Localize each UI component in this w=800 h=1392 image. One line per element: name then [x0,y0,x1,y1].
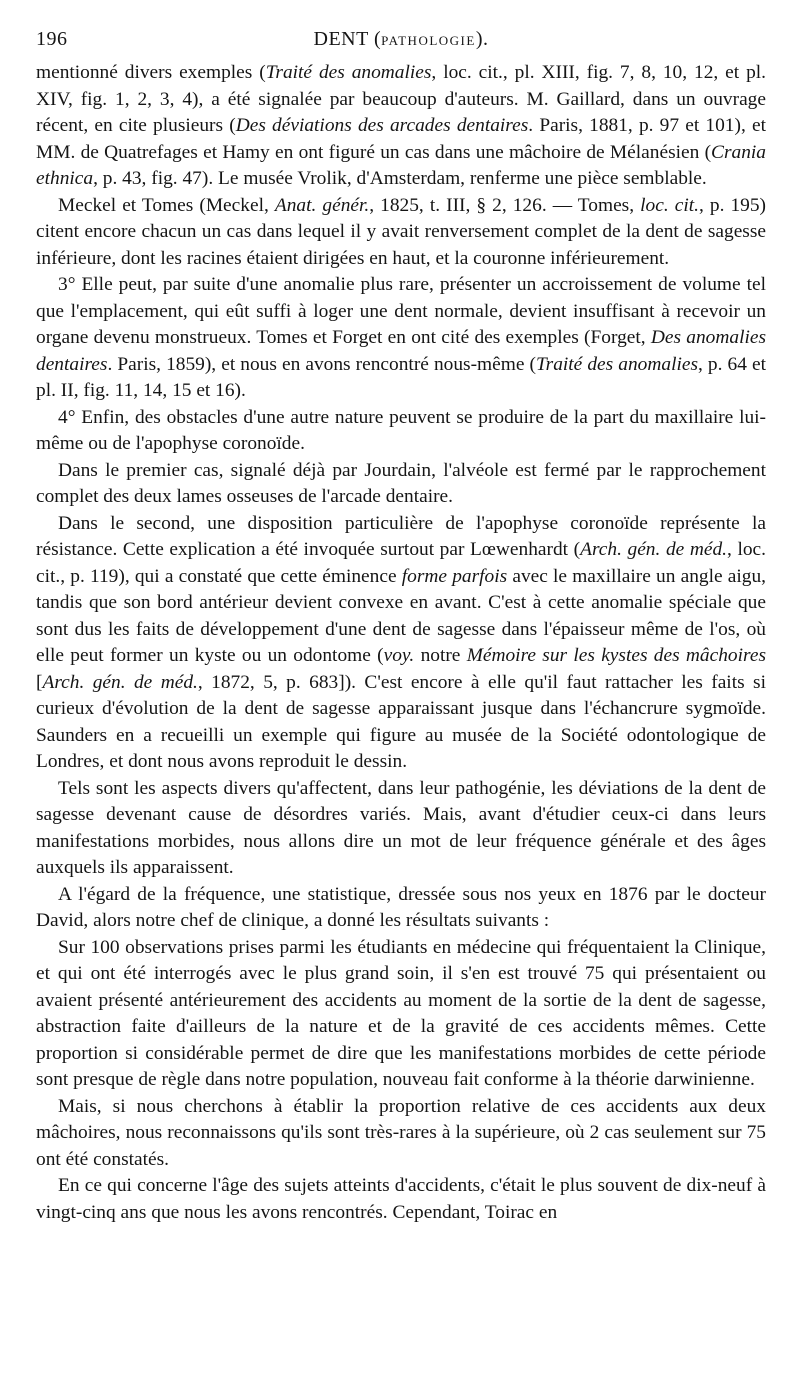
italic-text-run: Traité des anomalies [265,62,432,83]
page-header [36,26,766,60]
text-run: mentionné divers exemples ( [36,62,266,83]
paragraph [36,60,766,193]
text-run: [ [36,671,43,693]
paragraph [36,882,766,935]
text-run: , p. 64 et pl. II, fig. 11, 14, 15 et 16). [36,353,766,401]
text-run: notre [414,645,467,666]
text-run: Tels sont les aspects divers qu'affectent, dans leur pathogénie, les déviations de la dent de sagesse devenant cause de désordres variés. Mais, avant d'étudier ceux-ci dans leurs manifestations morbides, nous allons dire un mot de leur fréquence générale et des âges auxquels ils apparaissent. [36,777,766,878]
document-page [36,26,766,1226]
text-run: . Paris, 1881, p. 97 et 101), et MM. de Quatrefages et Hamy en ont figuré un cas dans une mâchoire de Mélanésien ( [36,115,766,163]
text-run: , p. 195) citent encore chacun un cas dans lequel il y avait renversement complet de la dent de sagesse inférieure, dont les racines étaient dirigées en haut, et la couronne inférieurement. [36,194,767,269]
italic-text-run: Anat. génér. [274,194,370,216]
paragraph [36,405,766,458]
paragraph [36,511,766,776]
italic-text-run: loc. cit. [640,194,699,216]
text-run: En ce qui concerne l'âge des sujets atteints d'accidents, c'était le plus souvent de dix-neuf à vingt-cinq ans que nous les avons rencontrés. Cependant, Toirac en [36,1175,766,1223]
text-run: 4° Enfin, des obstacles d'une autre nature peuvent se produire de la part du maxillaire lui-même ou de l'apophyse coronoïde. [36,406,766,454]
text-run: A l'égard de la fréquence, une statistique, dressée sous nos yeux en 1876 par le docteur David, alors notre chef de clinique, a donné les résultats suivants : [36,883,766,931]
running-head [36,28,766,51]
paragraph [36,1094,766,1174]
paragraph [36,776,766,882]
italic-text-run: Traité des anomalies [535,353,698,375]
italic-text-run: forme parfois [401,565,508,587]
text-run: , 1825, t. III, § 2, 126. — Tomes, [369,194,641,216]
running-head-end: ). [475,28,489,50]
text-run: Meckel et Tomes (Meckel, [58,194,275,216]
paragraph [36,935,766,1094]
paragraph [36,193,766,273]
italic-text-run: Crania ethnica [36,141,766,189]
page-number: 196 [36,28,68,50]
italic-text-run: Arch. gén. de méd. [42,671,198,693]
text-run: , loc. cit., p. 119), qui a constaté que cette éminence [36,539,766,587]
paragraph [36,458,766,511]
paragraph [36,272,766,405]
italic-text-run: Arch. gén. de méd. [580,539,728,560]
paragraph [36,1173,766,1226]
text-run: . Paris, 1859), et nous en avons rencontré nous-même ( [107,353,536,375]
text-run: , p. 43, fig. 47). Le musée Vrolik, d'Amsterdam, renferme une pièce semblable. [93,168,707,189]
italic-text-run: Des anomalies dentaires [36,327,766,375]
italic-text-run: Des déviations des arcades dentaires [235,115,529,136]
text-run: , loc. cit., pl. XIII, fig. 7, 8, 10, 12, et pl. XIV, fig. 1, 2, 3, 4), a été signalée par beaucoup d'auteurs. M. Gaillard, dans un ouvrage récent, en cite plusieurs ( [36,62,767,136]
running-head-small-caps: PATHOLOGIE [381,33,476,48]
text-run: , 1872, 5, p. 683]). C'est encore à elle qu'il faut rattacher les faits si curieux d'évolution de la dent de sagesse apparaissant jusque dans l'échancrure sygmoïde. Saunders en a recueilli un exemple qui figure au musée de la Société odontologique de Londres, et dont nous avons reproduit le dessin. [36,671,766,772]
text-run: avec le maxillaire un angle aigu, tandis que son bord antérieur devient convexe en avant. C'est à cette anomalie spéciale que sont dus les faits de développement d'une dent de sagesse dans l'épaisseur même de l'os, où elle peut former un kyste ou un odontome ( [36,565,767,666]
text-run: Dans le premier cas, signalé déjà par Jourdain, l'alvéole est fermé par le rapprochement complet des deux lames osseuses de l'arcade dentaire. [36,459,766,507]
running-head-main: DENT ( [313,28,382,50]
text-run: Mais, si nous cherchons à établir la proportion relative de ces accidents aux deux mâchoires, nous reconnaissons qu'ils sont très-rares à la supérieure, où 2 cas seulement sur 75 ont été constatés. [36,1095,766,1170]
italic-text-run: Mémoire sur les kystes des mâchoires [466,645,766,666]
text-run: Dans le second, une disposition particulière de l'apophyse coronoïde représente la résistance. Cette explication a été invoquée surtout par Lœwenhardt ( [36,512,766,560]
text-run: Sur 100 observations prises parmi les étudiants en médecine qui fréquentaient la Clinique, et qui ont été interrogés avec le plus grand soin, il s'en est trouvé 75 qui présentaient ou avaient présenté antérieurement des accidents au moment de la sortie de la dent de sagesse, abstraction faite d'ailleurs de la nature et de la gravité de ces accidents mêmes. Cette proportion si considérable permet de dire que les manifestations morbides de cette période sont presque de règle dans notre population, nouveau fait conforme à la théorie darwinienne. [36,936,766,1090]
body-text [36,60,766,1226]
text-run: 3° Elle peut, par suite d'une anomalie plus rare, présenter un accroissement de volume tel que l'emplacement, qui eût suffi à loger une dent normale, devient insuffisant à recevoir un organe devenu monstrueux. Tomes et Forget en ont cité des exemples (Forget, [36,274,766,348]
italic-text-run: voy. [383,645,415,666]
